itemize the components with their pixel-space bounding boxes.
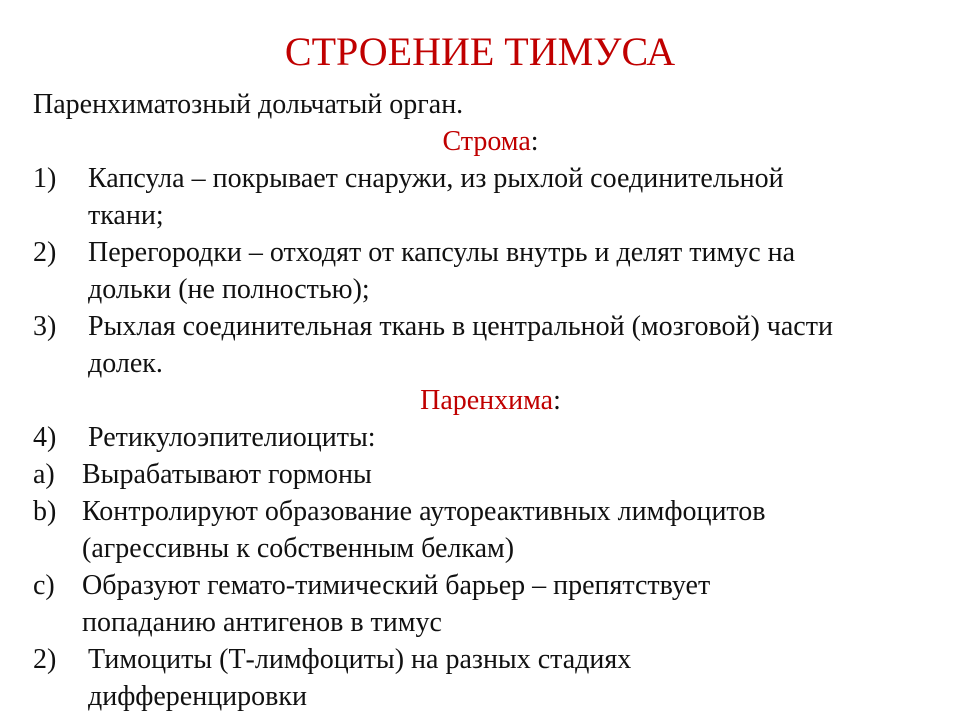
parenchyma-item-4-text: [88, 419, 948, 456]
parenchyma-subitem-a: [33, 456, 948, 493]
parenchyma-item-5-line-2: дифференцировки: [88, 681, 307, 712]
stroma-item-3: [33, 308, 948, 382]
stroma-item-1-line-1: Капсула – покрывает снаружи, из рыхлой соединительной: [88, 163, 784, 194]
parenchyma-subitem-c-text: [82, 567, 948, 641]
stroma-item-2-line-2: дольки (не полностью);: [88, 274, 370, 305]
stroma-item-1-text: [88, 160, 948, 234]
parenchyma-heading: Паренхима: [420, 385, 554, 416]
stroma-item-2-text: [88, 234, 948, 308]
parenchyma-subitem-c-line-1: Образуют гемато-тимический барьер – препятствует: [82, 570, 711, 601]
parenchyma-heading-colon: :: [553, 385, 561, 416]
stroma-item-2-line-1: Перегородки – отходят от капсулы внутрь и делят тимус на: [88, 237, 796, 268]
parenchyma-subitem-c: [33, 567, 948, 641]
parenchyma-subitem-a-text: [82, 456, 948, 493]
stroma-item-1-marker: 1): [33, 163, 57, 194]
parenchyma-item-5-text: [88, 641, 948, 715]
intro-text: Паренхиматозный дольчатый орган.: [33, 89, 464, 120]
stroma-item-2: [33, 234, 948, 308]
parenchyma-subitem-c-line-2: попаданию антигенов в тимус: [82, 607, 442, 638]
parenchyma-subitem-c-marker: c): [33, 570, 55, 601]
parenchyma-item-5: [33, 641, 948, 715]
stroma-item-1: [33, 160, 948, 234]
stroma-item-3-line-1: Рыхлая соединительная ткань в центральной (мозговой) части: [88, 311, 833, 342]
parenchyma-subitem-a-marker: a): [33, 459, 55, 490]
parenchyma-subitem-b-text: [82, 493, 948, 567]
stroma-heading-colon: :: [530, 126, 539, 157]
stroma-item-3-text: [88, 308, 948, 382]
parenchyma-item-4-line-1: Ретикулоэпителиоциты:: [88, 422, 376, 453]
parenchyma-subitem-b: [33, 493, 948, 567]
stroma-item-3-line-2: долек.: [88, 348, 163, 379]
slide-title: СТРОЕНИЕ ТИМУСА: [284, 29, 676, 74]
parenchyma-subitem-a-line-1: Вырабатывают гормоны: [82, 459, 372, 490]
parenchyma-item-5-marker: 2): [33, 644, 57, 675]
parenchyma-heading-line: [33, 382, 948, 419]
stroma-heading-line: [33, 123, 948, 160]
parenchyma-subitem-b-marker: b): [33, 496, 57, 527]
stroma-item-1-line-2: ткани;: [88, 200, 164, 231]
parenchyma-item-4-marker: 4): [33, 422, 57, 453]
slide-content: [33, 86, 948, 715]
stroma-item-2-marker: 2): [33, 237, 57, 268]
parenchyma-item-5-line-1: Тимоциты (Т-лимфоциты) на разных стадиях: [88, 644, 632, 675]
stroma-heading: Строма: [442, 126, 531, 157]
stroma-item-3-marker: 3): [33, 311, 57, 342]
parenchyma-subitem-b-line-1: Контролируют образование аутореактивных лимфоцитов: [82, 496, 766, 527]
parenchyma-item-4: [33, 419, 948, 456]
parenchyma-subitem-b-line-2: (агрессивны к собственным белкам): [82, 533, 515, 564]
